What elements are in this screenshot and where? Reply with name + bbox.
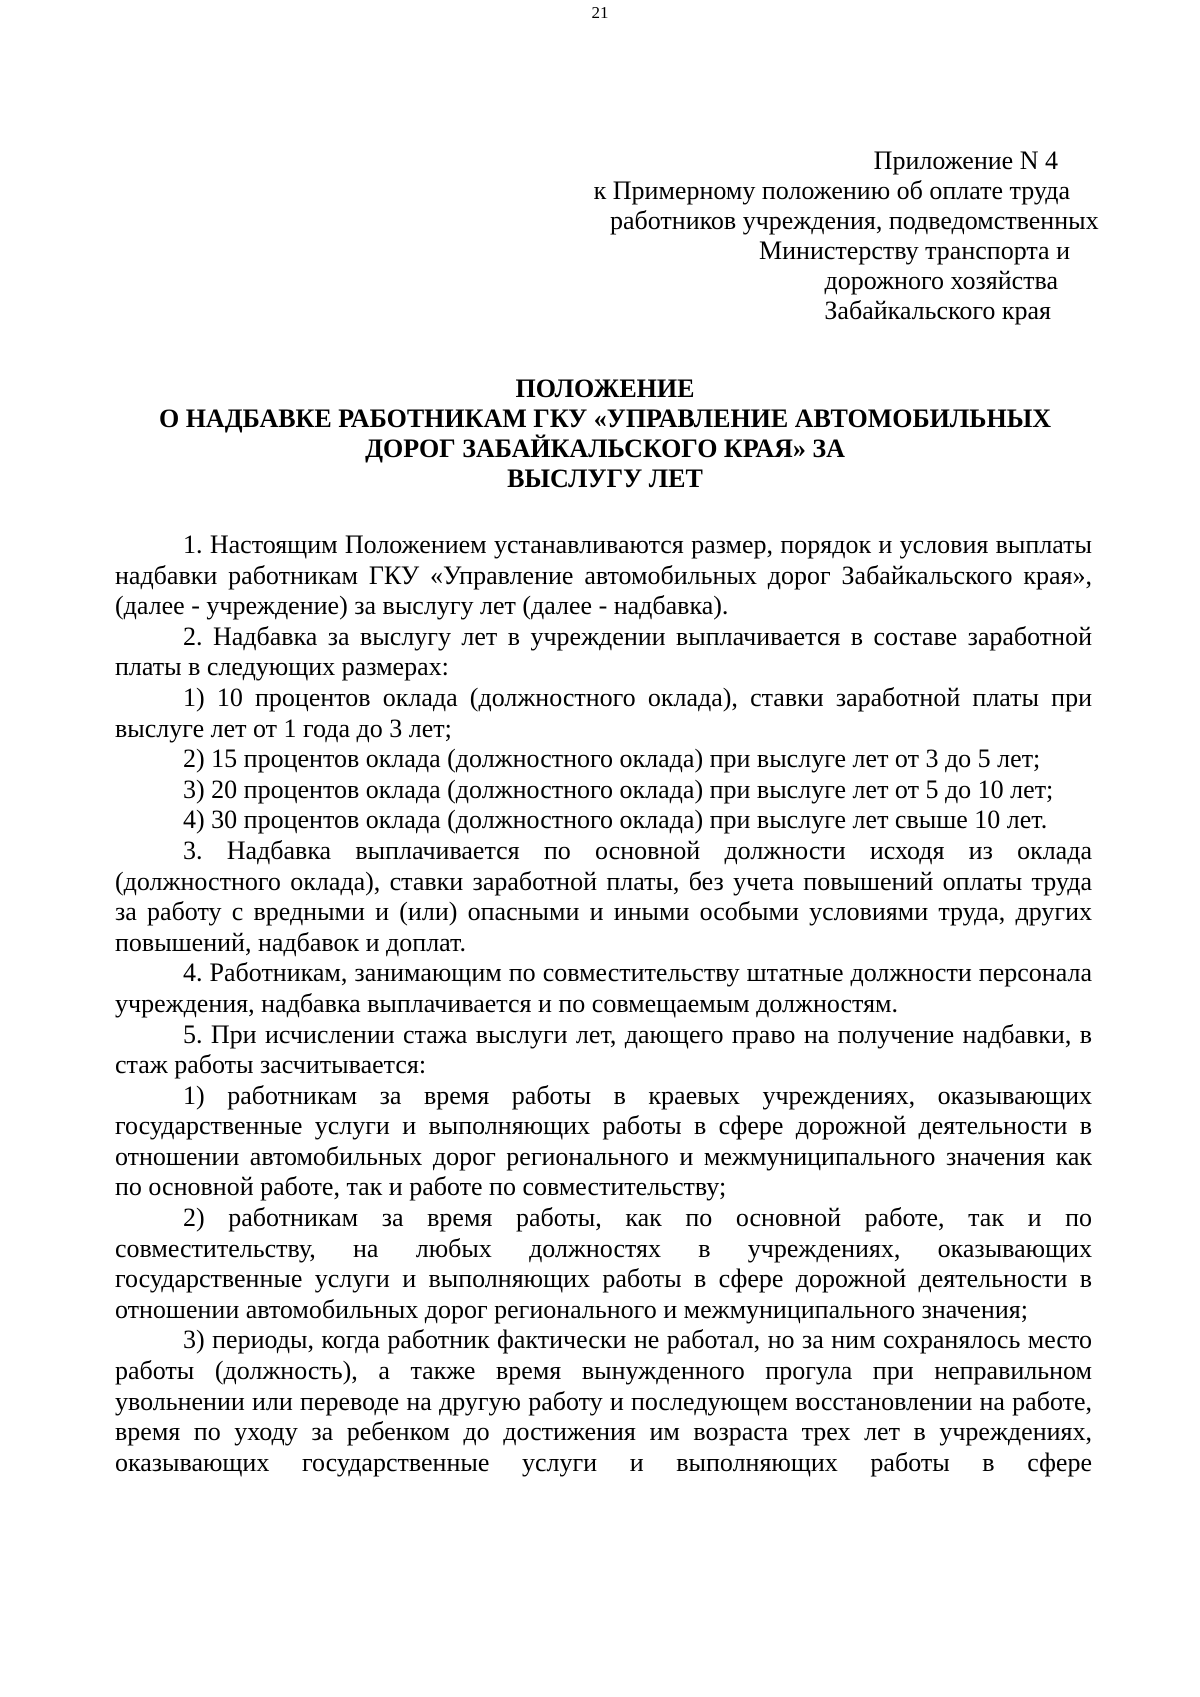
- appendix-line-3: работников учреждения, подведомственных: [610, 206, 1099, 235]
- paragraph-5-item-2: 2) работникам за время работы, как по основной работе, так и по совместительству, на любых должностях в учреждениях, оказывающих государственные услуги и выполняющих работы в сфере дорожной деятельности в отношении автомобильных дорог регионального и межмуниципального значения;: [115, 1203, 1092, 1324]
- paragraph-5: 5. При исчислении стажа выслуги лет, дающего право на получение надбавки, в стаж работы засчитывается:: [115, 1019, 1092, 1080]
- document-body: [115, 530, 1092, 1478]
- appendix-line-5: дорожного хозяйства: [824, 266, 1058, 295]
- title-line-4: ВЫСЛУГУ ЛЕТ: [507, 464, 703, 493]
- title-line-2: О НАДБАВКЕ РАБОТНИКАМ ГКУ «УПРАВЛЕНИЕ АВТОМОБИЛЬНЫХ: [158, 404, 1051, 433]
- appendix-line-2: к Примерному положению об оплате труда: [593, 176, 1070, 205]
- document-title: [115, 374, 1095, 494]
- title-line-1: ПОЛОЖЕНИЕ: [515, 374, 695, 403]
- paragraph-2-item-4: 4) 30 процентов оклада (должностного оклада) при выслуге лет свыше 10 лет.: [183, 805, 1048, 835]
- paragraph-3: 3. Надбавка выплачивается по основной должности исходя из оклада (должностного оклада), ставки заработной платы, без учета повышений оплаты труда за работу с вредными и (или) опасными и иными особыми условиями труда, других повышений, надбавок и доплат.: [115, 835, 1092, 957]
- paragraph-2-item-2: 2) 15 процентов оклада (должностного оклада) при выслуге лет от 3 до 5 лет;: [183, 744, 1041, 774]
- title-line-3: ДОРОГ ЗАБАЙКАЛЬСКОГО КРАЯ» ЗА: [365, 434, 845, 463]
- page-number: 21: [591, 3, 609, 22]
- paragraph-5-item-1: 1) работникам за время работы в краевых учреждениях, оказывающих государственные услуги и выполняющих работы в сфере дорожной деятельности в отношении автомобильных дорог регионального и межмуниципального значения как по основной работе, так и работе по совместительству;: [115, 1080, 1092, 1202]
- paragraph-4: 4. Работникам, занимающим по совместительству штатные должности персонала учреждения, надбавка выплачивается и по совмещаемым должностям.: [115, 958, 1092, 1018]
- paragraph-2-item-1: 1) 10 процентов оклада (должностного оклада), ставки заработной платы при выслуге лет от 1 года до 3 лет;: [115, 682, 1092, 743]
- paragraph-5-item-3: 3) периоды, когда работник фактически не работал, но за ним сохранялось место работы (должность), а также время вынужденного прогула при неправильном увольнении или переводе на другую работу и последующем восстановлении на работе, время по уходу за ребенком до достижения им возраста трех лет в учреждениях, оказывающих государственные услуги и выполняющих работы в сфере: [115, 1325, 1092, 1477]
- appendix-line-4: Министерству транспорта и: [759, 236, 1070, 265]
- paragraph-1: 1. Настоящим Положением устанавливаются размер, порядок и условия выплаты надбавки работникам ГКУ «Управление автомобильных дорог Забайкальского края», (далее - учреждение) за выслугу лет (далее - надбавка).: [115, 530, 1092, 621]
- appendix-line-1: Приложение N 4: [873, 146, 1058, 175]
- paragraph-2: 2. Надбавка за выслугу лет в учреждении выплачивается в составе заработной платы в следующих размерах:: [115, 621, 1092, 682]
- paragraph-2-item-3: 3) 20 процентов оклада (должностного оклада) при выслуге лет от 5 до 10 лет;: [183, 774, 1054, 804]
- appendix-header: [560, 146, 1099, 326]
- appendix-line-6: Забайкальского края: [824, 296, 1051, 325]
